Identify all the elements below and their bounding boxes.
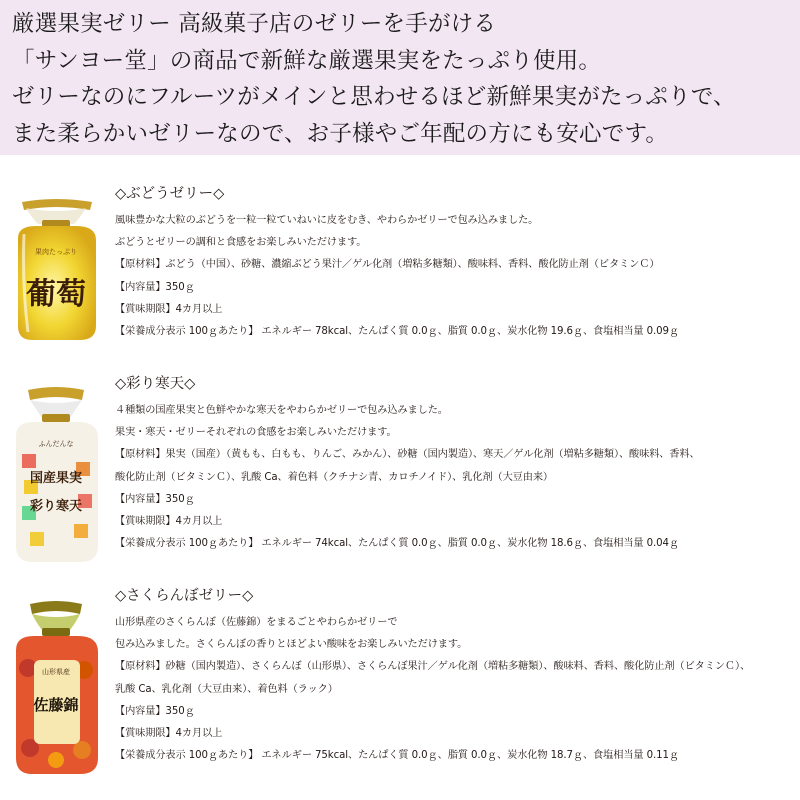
header-line-2: 「サンヨー堂」の商品で新鮮な厳選果実をたっぷり使用。 bbox=[12, 47, 602, 74]
grape-jelly-image bbox=[8, 194, 104, 344]
product-title: ◇ぶどうゼリー◇ bbox=[115, 186, 225, 202]
cherry-jelly-image bbox=[8, 598, 104, 778]
kanten-image-sub: ふんだんな bbox=[38, 440, 74, 448]
product-title: ◇彩り寒天◇ bbox=[115, 376, 196, 392]
kanten-jelly-package-icon bbox=[8, 384, 104, 566]
description-line: 包み込みました。さくらんぼの香りとほどよい酸味をお楽しみいただけます。 bbox=[115, 639, 468, 651]
header-line-3: ゼリーなのにフルーツがメインと思わせるほど新鮮果実がたっぷりで、 bbox=[12, 84, 736, 110]
ingredients-line: 【原材料】ぶどう（中国）、砂糖、濃縮ぶどう果汁／ゲル化剤（増粘多糖類）、酸味料、香料、酸化防止剤（ビタミンＣ） bbox=[115, 259, 660, 271]
kanten-image-label: 国産果実 bbox=[29, 471, 83, 486]
description-line: 山形県産のさくらんぼ（佐藤錦）をまるごとやわらかゼリーで bbox=[115, 617, 398, 628]
kanten-jelly-image bbox=[8, 384, 104, 566]
ingredients-line: 酸化防止剤（ビタミンＣ）、乳酸 Ca、着色料（クチナシ青、カロチノイド）、乳化剤（大豆由来） bbox=[115, 471, 554, 483]
ingredients-line: 乳酸 Ca、乳化剤（大豆由来）、着色料（ラック） bbox=[115, 683, 338, 695]
shelf-life-line: 【賞味期限】4カ月以上 bbox=[115, 303, 223, 315]
description-line: 果実・寒天・ゼリーそれぞれの食感をお楽しみいただけます。 bbox=[115, 427, 397, 439]
description-line: 風味豊かな大粒のぶどうを一粒一粒ていねいに皮をむき、やわらかゼリーで包み込みました。 bbox=[115, 215, 539, 226]
grape-image-sub: 果肉たっぷり bbox=[35, 248, 77, 256]
grape-jelly-package-icon bbox=[8, 194, 104, 344]
net-weight-line: 【内容量】350ｇ bbox=[115, 705, 195, 717]
ingredients-line: 【原材料】砂糖（国内製造）、さくらんぼ（山形県）、さくらんぼ果汁／ゲル化剤（増粘多糖類）、酸味料、香料、酸化防止剤（ビタミンＣ）、 bbox=[115, 661, 751, 673]
net-weight-line: 【内容量】350ｇ bbox=[115, 493, 195, 505]
nutrition-line: 【栄養成分表示 100ｇあたり】 エネルギー 75kcal、たんぱく質 0.0ｇ、脂質 0.0ｇ、炭水化物 18.7ｇ、食塩相当量 0.11ｇ bbox=[115, 750, 680, 762]
description-line: ４種類の国産果実と色鮮やかな寒天をやわらかゼリーで包み込みました。 bbox=[115, 405, 448, 416]
cherry-image-sub: 山形県産 bbox=[42, 668, 70, 676]
net-weight-line: 【内容量】350ｇ bbox=[115, 281, 195, 293]
cherry-jelly-package-icon bbox=[8, 598, 104, 778]
ingredients-line: 【原材料】果実（国産）（黄もも、白もも、りんご、みかん）、砂糖（国内製造）、寒天／ゲル化剤（増粘多糖類）、酸味料、香料、 bbox=[115, 449, 700, 461]
shelf-life-line: 【賞味期限】4カ月以上 bbox=[115, 728, 223, 740]
header-line-4: また柔らかいゼリーなので、お子様やご年配の方にも安心です。 bbox=[12, 120, 669, 147]
nutrition-line: 【栄養成分表示 100ｇあたり】 エネルギー 74kcal、たんぱく質 0.0ｇ、脂質 0.0ｇ、炭水化物 18.6ｇ、食塩相当量 0.04ｇ bbox=[115, 538, 680, 550]
cherry-image-label: 佐藤錦 bbox=[33, 696, 79, 714]
grape-image-label: 葡萄 bbox=[26, 277, 86, 312]
kanten-description bbox=[115, 374, 795, 555]
header-banner bbox=[0, 0, 800, 155]
product-title: ◇さくらんぼゼリー◇ bbox=[115, 588, 254, 604]
shelf-life-line: 【賞味期限】4カ月以上 bbox=[115, 516, 223, 528]
header-line-1: 厳選果実ゼリー 高級菓子店のゼリーを手がける bbox=[12, 11, 497, 37]
kanten-image-label-2: 彩り寒天 bbox=[29, 499, 83, 514]
cherry-description bbox=[115, 586, 795, 767]
grape-description bbox=[115, 184, 795, 343]
description-line: ぶどうとゼリーの調和と食感をお楽しみいただけます。 bbox=[115, 237, 367, 249]
nutrition-line: 【栄養成分表示 100ｇあたり】 エネルギー 78kcal、たんぱく質 0.0ｇ、脂質 0.0ｇ、炭水化物 19.6ｇ、食塩相当量 0.09ｇ bbox=[115, 326, 680, 338]
